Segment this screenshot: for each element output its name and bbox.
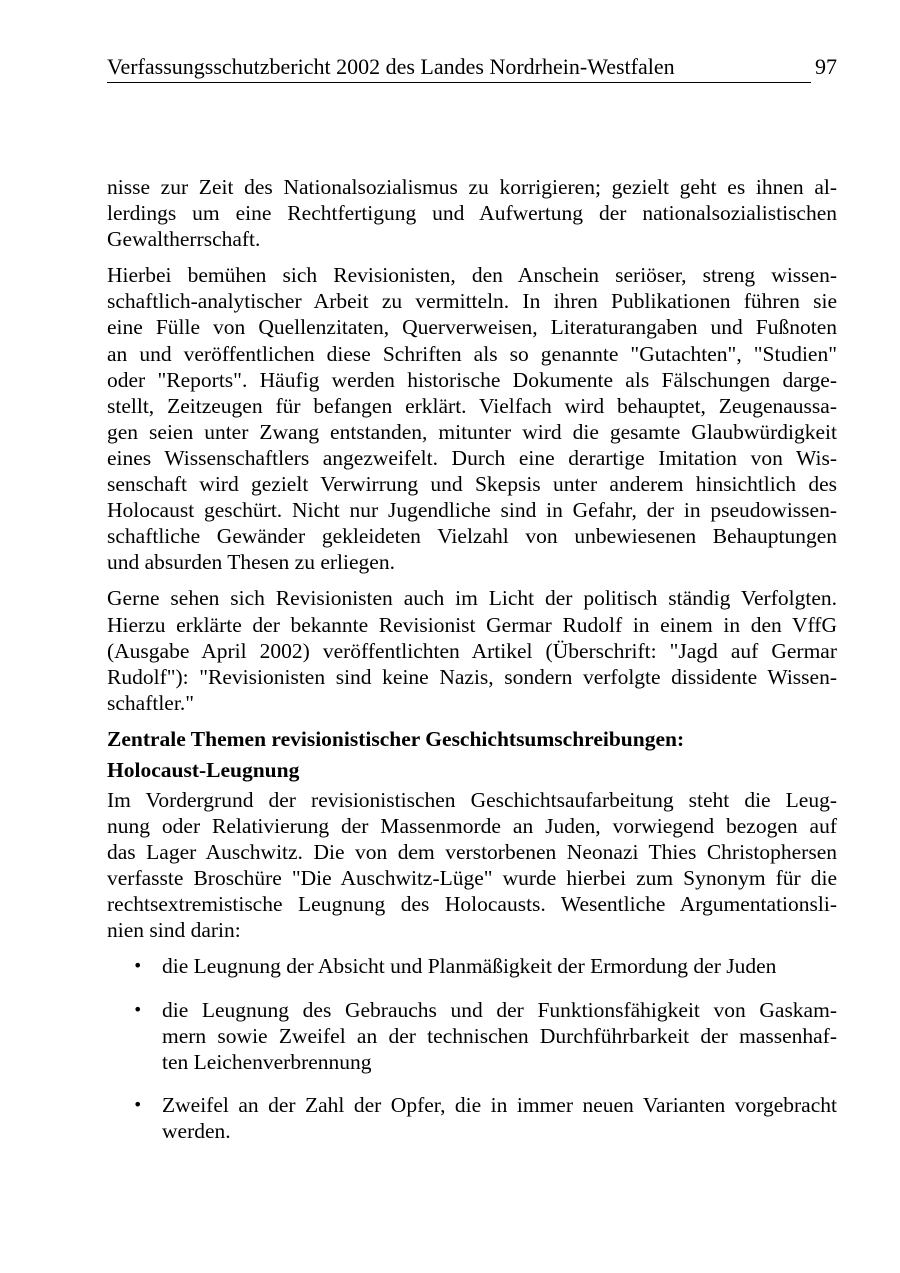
text-line: Gerne sehen sich Revisionisten auch im Licht der politisch ständig Verfolgten. (107, 586, 837, 611)
text-line: senschaft wird gezielt Verwirrung und Skepsis unter anderem hinsichtlich des (107, 472, 837, 497)
text-line: Im Vordergrund der revisionistischen Geschichtsaufarbeitung steht die Leug- (107, 787, 837, 812)
bullet-icon: • (133, 956, 143, 976)
text-line: an und veröffentlichen diese Schriften als so genannte "Gutachten", "Studien" (107, 341, 837, 366)
text-line: mern sowie Zweifel an der technischen Durchführbarkeit der massenhaf- (162, 1023, 837, 1048)
text-line: schaftlich-analytischer Arbeit zu vermitteln. In ihren Publikationen führen sie (107, 289, 837, 314)
text-line: die Leugnung des Gebrauchs und der Funktionsfähigkeit von Gaskam- (162, 997, 837, 1022)
text-line: schaftliche Gewänder gekleideten Vielzahl von unbewiesenen Behauptungen (107, 524, 837, 549)
bullet-icon: • (133, 1094, 143, 1114)
text-line: nisse zur Zeit des Nationalsozialismus zu korrigieren; gezielt geht es ihnen al- (107, 175, 837, 199)
bullet-list (107, 953, 837, 1144)
text-line: schaftler." (107, 690, 194, 715)
bullet-icon: • (133, 999, 143, 1019)
running-header (107, 52, 837, 84)
text-line: Hierzu erklärte der bekannte Revisionist Germar Rudolf in einem in den VffG (107, 612, 837, 637)
text-line: stellt, Zeitzeugen für befangen erklärt. Vielfach wird behauptet, Zeugenaussa- (107, 393, 837, 418)
text-line: eine Fülle von Quellenzitaten, Querverweisen, Literaturangaben und Fußnoten (107, 315, 837, 340)
paragraph-4 (107, 787, 837, 944)
section-heading: Zentrale Themen revisionistischer Geschichtsumschreibungen: (107, 726, 685, 751)
text-line: rechtsextremistische Leugnung des Holocausts. Wesentliche Argumentationsli- (107, 892, 837, 917)
text-line: Zweifel an der Zahl der Opfer, die in immer neuen Varianten vorgebracht (162, 1092, 837, 1117)
text-line: werden. (162, 1118, 231, 1143)
text-line: Gewaltherrschaft. (107, 227, 261, 252)
text-line: und absurden Thesen zu erliegen. (107, 550, 395, 575)
text-line: verfasste Broschüre "Die Auschwitz-Lüge" wurde hierbei zum Synonym für die (107, 866, 837, 891)
text-line: oder "Reports". Häufig werden historische Dokumente als Fälschungen darge- (107, 367, 837, 392)
text-line: gen seien unter Zwang entstanden, mitunter wird die gesamte Glaubwürdigkeit (107, 419, 837, 444)
text-line: nung oder Relativierung der Massenmorde an Juden, vorwiegend bezogen auf (107, 813, 837, 838)
text-line: Holocaust geschürt. Nicht nur Jugendliche sind in Gefahr, der in pseudowissen- (107, 498, 837, 523)
paragraph-2 (107, 262, 837, 575)
text-line: Rudolf"): "Revisionisten sind keine Nazis, sondern verfolgte dissidente Wissen- (107, 664, 837, 689)
header-title: Verfassungsschutzbericht 2002 des Landes Nordrhein-Westfalen (107, 54, 675, 79)
text-line: (Ausgabe April 2002) veröffentlichten Artikel (Überschrift: "Jagd auf Germar (107, 638, 837, 663)
list-item (107, 997, 837, 1075)
text-line: Hierbei bemühen sich Revisionisten, den Anschein seriöser, streng wissen- (107, 263, 837, 288)
paragraph-3 (107, 585, 837, 715)
text-line: lerdings um eine Rechtfertigung und Aufwertung der nationalsozialistischen (107, 201, 837, 226)
text-line: eines Wissenschaftlers angezweifelt. Durch eine derartige Imitation von Wis- (107, 445, 837, 470)
header-rule (107, 82, 811, 83)
text-line: nien sind darin: (107, 918, 241, 943)
paragraph-1 (107, 174, 837, 252)
text-line: das Lager Auschwitz. Die von dem verstorbenen Neonazi Thies Christophersen (107, 840, 837, 865)
page-number: 97 (815, 54, 837, 79)
list-item (107, 953, 837, 979)
text-line: die Leugnung der Absicht und Planmäßigkeit der Ermordung der Juden (162, 954, 777, 979)
list-item (107, 1092, 837, 1144)
subsection-heading: Holocaust-Leugnung (107, 757, 300, 782)
body-text (107, 174, 837, 1161)
text-line: ten Leichenverbrennung (162, 1049, 372, 1074)
